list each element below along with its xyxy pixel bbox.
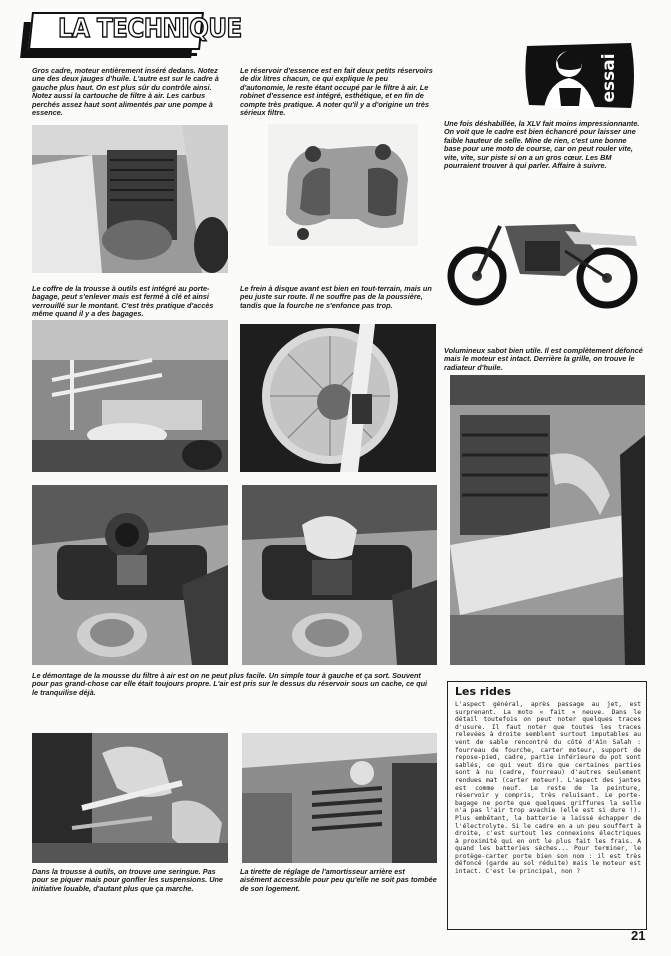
essai-logo: [519, 38, 638, 113]
photo-skid-plate: [450, 375, 645, 665]
photo-front-disc-brake: [240, 324, 436, 472]
page-title: LA TECHNIQUE: [58, 14, 242, 44]
rides-body: L'aspect général, après passage au jet, est surprenant. La moto « fait » neuve. Dans le détail toutefois on peut noter quelques traces d'usure. Il faut noter que toutes les traces relevées à droite semblent surtout imputables au vent de sable rencontré du côté d'Aïn Salah : fourreau de fourche, carter moteur, support de repose-pied, cadre, partie inférieure du pot sont sablés, ce qui veut dire que certaines parties sont à nu (cadre, fourreau) d'autres seulement rendues mat (carter moteur). L'aspect des jantes est comme neuf. Le reste de la peinture, réservoir y compris, très reluisant. Le porte-bagage ne porte que quelques griffures la selle n'a pas l'air trop avachie (elle est si dure !). Plus embêtant, la batterie a laissé échapper de l'électrolyte. Si le cadre en a un peu souffert à droite, c'est surtout les connexions électriques à proximité qui en ont le plus fait les frais. A quand les batteries sèches... Pour terminer, le protège-carter porte bien son nom : il est très défoncé (garde au sol réduite) mais le moteur est intact. C'est le principal, non ?: [455, 701, 641, 876]
caption-syringe: Dans la trousse à outils, on trouve une seringue. Pas pour se piquer mais pour gonfler les suspensions. Une initiative louable, d'autant plus que ça marche.: [32, 867, 223, 893]
essai-logo-text: essai: [599, 53, 619, 103]
photo-air-filter-removed: [242, 485, 437, 665]
photo-shock-adjuster: [242, 733, 437, 863]
photo-fuel-tank: [268, 124, 418, 246]
rides-title: Les rides: [455, 685, 511, 698]
caption-toolbox: Le coffre de la trousse à outils est intégré au porte-bagage, peut s'enlever mais est fermé à clé et ainsi verrouillé sur le montant. C'est très pratique d'accès même quand il y a des bagages.: [32, 284, 214, 319]
caption-front-brake: Le frein à disque avant est bien en tout-terrain, mais un peu juste sur route. Il ne souffre pas de la poussière, tandis que la fourche ne s'enfonce pas trop.: [240, 284, 432, 310]
photo-toolbox-rack: [32, 320, 228, 472]
photo-air-filter-cover: [32, 485, 228, 665]
header-underline: [22, 53, 197, 56]
caption-engine: Gros cadre, moteur entièrement inséré dedans. Notez une des deux jauges d'huile. L'autre est sur le cadre à gauche plus haut. On est plus sûr du contrôle ainsi. Notez aussi la cartouche de filtre à air. Les carbus perchés assez haut sont alimentés par une pompe à essence.: [32, 66, 219, 118]
page-number: 21: [631, 928, 646, 943]
caption-skid-plate: Volumineux sabot bien utile. Il est complètement défoncé mais le moteur est intact. Derrière la grille, on trouve le radiateur d'huile.: [444, 346, 643, 372]
caption-air-filter: Le démontage de la mousse du filtre à air est on ne peut plus facile. Un simple tour à gauche et ça sort. Souvent pour pas grand-chose car elle était toujours propre. L'air est pris sur le dessus du réservoir sous un cache, ce qui le tranquilise déjà.: [32, 671, 428, 697]
caption-shock-adjuster: La tirette de réglage de l'amortisseur arrière est aisément accessible pour peu qu'elle ne soit pas tombée de son logement.: [240, 867, 437, 893]
caption-fuel-tank: Le réservoir d'essence est en fait deux petits réservoirs de dix litres chacun, ce qui explique le peu d'autonomie, le reste étant occupé par le filtre à air. Le robinet d'essence est intégré, esthétique, et en fin de compte très pratique. A noter qu'il y a d'origine un très sérieux filtre.: [240, 66, 433, 118]
photo-bike-stripped: [445, 196, 645, 316]
photo-tool-kit-syringe: [32, 733, 228, 863]
photo-engine: [32, 125, 228, 273]
sidebar-les-rides: [447, 681, 647, 930]
caption-undressed: Une fois déshabillée, la XLV fait moins impressionnante. On voit que le cadre est bien échancré pour laisser une faible hauteur de selle. Mine de rien, c'est une bonne base pour une moto de course, car on peut rouler vite, vite, vite, sur piste si on a un gros cœur. Les BM pourraient trouver à qui parler. Affaire à suivre.: [444, 119, 640, 171]
